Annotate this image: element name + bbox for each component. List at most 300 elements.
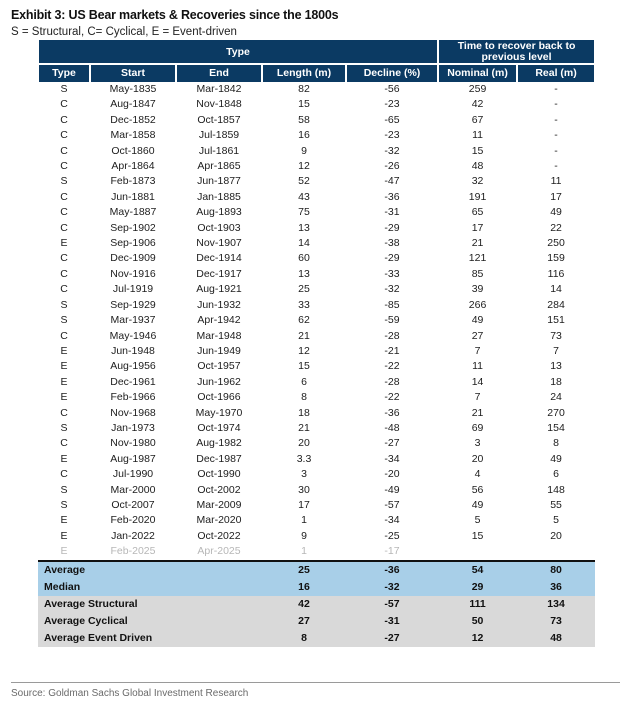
cell-decline: -23 (384, 129, 400, 142)
source-divider (11, 682, 620, 683)
cell-end: Nov-1848 (196, 98, 242, 111)
column-header-type[interactable]: Type (38, 64, 90, 82)
cell-end: Jun-1877 (197, 175, 241, 188)
table-row (38, 406, 595, 421)
cell-decline: -31 (384, 206, 400, 219)
cell-nominal: 3 (474, 437, 481, 450)
cell-real: 49 (550, 452, 562, 465)
cell-real: - (554, 144, 558, 157)
cell-length: 17 (298, 498, 310, 511)
cell-end: Aug-1921 (196, 283, 242, 296)
cell-end: Apr-1942 (197, 314, 241, 327)
cell-start: Mar-1858 (110, 129, 156, 142)
cell-start: Sep-1906 (110, 237, 156, 250)
summary-real: 36 (517, 579, 595, 596)
cell-type: E (60, 344, 68, 357)
table-row (38, 282, 595, 297)
cell-decline: -32 (384, 144, 400, 157)
summary-decline: -31 (346, 613, 438, 630)
cell-nominal (438, 544, 517, 560)
cell-end: Aug-1893 (196, 206, 242, 219)
column-header-real[interactable]: Real (m) (517, 64, 595, 82)
cell-end: Mar-1948 (196, 329, 242, 342)
cell-end: Jun-1949 (197, 344, 241, 357)
cell-end: Oct-1857 (197, 113, 241, 126)
cell-type: S (60, 498, 68, 511)
cell-end: Nov-1907 (196, 237, 242, 250)
cell-end: Jun-1962 (197, 375, 241, 388)
cell-type: C (60, 252, 68, 265)
cell-start: Dec-1909 (110, 252, 156, 265)
group-header-type-label: Type (226, 45, 250, 58)
cell-real: 18 (550, 375, 562, 388)
summary-nominal: 111 (438, 596, 517, 613)
cell-nominal: 39 (471, 283, 484, 296)
summary-decline: -32 (346, 579, 438, 596)
table-head (38, 40, 595, 82)
summary-label: Average Event Driven (38, 630, 262, 647)
cell-real: 159 (547, 252, 565, 265)
summary-label: Median (38, 579, 262, 596)
table-row (38, 498, 595, 513)
cell-start: Dec-1961 (110, 375, 156, 388)
cell-type: C (60, 267, 68, 280)
cell-type: C (60, 113, 68, 126)
table-column-header-row (38, 64, 595, 82)
cell-end: Dec-1914 (196, 252, 242, 265)
table-summary-row (38, 613, 595, 630)
cell-type: E (60, 237, 68, 250)
cell-end: Jun-1932 (197, 298, 241, 311)
cell-start: Aug-1847 (110, 98, 156, 111)
cell-length: 20 (298, 437, 310, 450)
cell-type: C (60, 437, 68, 450)
table-row (38, 251, 595, 266)
table-row (38, 298, 595, 313)
cell-length: 52 (298, 175, 310, 188)
cell-end: Dec-1917 (196, 267, 242, 280)
cell-start: Mar-1937 (110, 314, 156, 327)
table-row (38, 267, 595, 282)
cell-decline: -47 (384, 175, 400, 188)
cell-decline: -22 (384, 360, 400, 373)
cell-length: 9 (301, 529, 307, 542)
cell-type: S (60, 298, 68, 311)
cell-length: 1 (262, 544, 346, 560)
cell-type: C (60, 129, 68, 142)
cell-length: 33 (298, 298, 310, 311)
cell-length: 60 (298, 252, 310, 265)
table-row (38, 329, 595, 344)
cell-nominal: 191 (468, 190, 487, 203)
cell-length: 58 (298, 113, 310, 126)
summary-real: 73 (517, 613, 595, 630)
cell-length: 15 (298, 98, 310, 111)
table-row (38, 421, 595, 436)
cell-start: Aug-1987 (110, 452, 156, 465)
cell-type: C (60, 190, 68, 203)
cell-length: 16 (298, 129, 310, 142)
cell-type: C (60, 206, 68, 219)
cell-length: 3.3 (296, 452, 312, 465)
group-header-recovery-label: Time to recover back to previous level (457, 40, 576, 63)
cell-start: Oct-2007 (111, 498, 155, 511)
summary-length: 16 (262, 579, 346, 596)
group-header-type (38, 40, 438, 64)
cell-end: Oct-1957 (197, 360, 241, 373)
cell-length: 82 (298, 83, 310, 95)
cell-length: 13 (298, 221, 310, 234)
group-header-recovery (438, 40, 595, 64)
cell-real: - (554, 83, 558, 95)
table-row (38, 113, 595, 128)
cell-length: 14 (298, 237, 310, 250)
cell-length: 8 (301, 391, 307, 404)
cell-decline: -36 (384, 190, 400, 203)
cell-type: E (60, 375, 68, 388)
cell-start: Mar-2000 (110, 483, 156, 496)
cell-real: - (554, 129, 558, 142)
cell-type: E (60, 360, 68, 373)
cell-start: Sep-1929 (110, 298, 156, 311)
source-note: Source: Goldman Sachs Global Investment Research (11, 688, 249, 699)
cell-type: C (60, 144, 68, 157)
table-summary-row (38, 596, 595, 613)
table-summary-row (38, 579, 595, 596)
cell-nominal: 121 (468, 252, 487, 265)
cell-start: May-1887 (109, 206, 157, 219)
table-row (38, 159, 595, 174)
cell-nominal: 65 (471, 206, 484, 219)
cell-real: 284 (547, 298, 565, 311)
cell-nominal: 4 (474, 468, 481, 481)
summary-decline: -36 (346, 561, 438, 579)
summary-label: Average Structural (38, 596, 262, 613)
cell-real: 17 (550, 190, 562, 203)
cell-type: E (60, 529, 68, 542)
cell-length: 6 (301, 375, 307, 388)
cell-decline: -57 (384, 498, 400, 511)
cell-type: C (60, 406, 68, 419)
cell-nominal: 14 (471, 375, 484, 388)
cell-length: 9 (301, 144, 307, 157)
cell-decline: -32 (384, 283, 400, 296)
cell-decline: -28 (384, 375, 400, 388)
cell-end: Oct-1990 (197, 468, 241, 481)
summary-nominal: 54 (438, 561, 517, 579)
cell-decline: -25 (384, 529, 400, 542)
cell-decline: -65 (384, 113, 400, 126)
cell-decline: -49 (384, 483, 400, 496)
cell-nominal: 266 (468, 298, 487, 311)
cell-type: C (60, 283, 68, 296)
cell-length: 18 (298, 406, 310, 419)
cell-decline: -26 (384, 160, 400, 173)
table-row (38, 128, 595, 143)
cell-real: 7 (553, 344, 559, 357)
cell-length: 12 (298, 160, 310, 173)
cell-real: 148 (547, 483, 565, 496)
cell-type: C (60, 160, 68, 173)
cell-real: - (554, 160, 558, 173)
cell-start: Oct-1860 (111, 144, 155, 157)
cell-decline: -36 (384, 406, 400, 419)
cell-type: C (60, 329, 68, 342)
cell-start: Nov-1916 (110, 267, 156, 280)
summary-real: 48 (517, 630, 595, 647)
cell-length: 21 (298, 421, 310, 434)
cell-real: 14 (550, 283, 562, 296)
table-row (38, 313, 595, 328)
cell-start: Feb-2025 (90, 544, 176, 560)
cell-real: 6 (553, 468, 559, 481)
cell-type: E (60, 391, 68, 404)
cell-start: Feb-1966 (110, 391, 156, 404)
summary-decline: -27 (346, 630, 438, 647)
cell-length: 3 (301, 468, 307, 481)
bear-markets-table (37, 40, 596, 647)
cell-end: Jul-1859 (198, 129, 240, 142)
cell-nominal: 42 (471, 98, 484, 111)
cell-start: Aug-1956 (110, 360, 156, 373)
cell-end: Oct-2002 (197, 483, 241, 496)
cell-length: 1 (301, 514, 307, 527)
table-row (38, 221, 595, 236)
cell-start: Sep-1902 (110, 221, 156, 234)
cell-end: Jul-1861 (198, 144, 240, 157)
cell-real: - (554, 98, 558, 111)
cell-length: 30 (298, 483, 310, 496)
cell-nominal: 56 (471, 483, 484, 496)
cell-nominal: 21 (471, 406, 484, 419)
page-subtitle: S = Structural, C= Cyclical, E = Event-driven (11, 26, 237, 38)
table-row (38, 467, 595, 482)
cell-nominal: 259 (468, 83, 487, 95)
table-row (38, 205, 595, 220)
cell-nominal: 15 (471, 144, 484, 157)
cell-type: E (38, 544, 90, 560)
cell-real: 22 (550, 221, 562, 234)
cell-start: Jul-1919 (112, 283, 154, 296)
cell-real: 24 (550, 391, 562, 404)
summary-length: 25 (262, 561, 346, 579)
table-summary-row (38, 561, 595, 579)
cell-decline: -27 (384, 437, 400, 450)
cell-nominal: 49 (471, 314, 484, 327)
cell-start: Dec-1852 (110, 113, 156, 126)
column-header-length[interactable]: Length (m) (262, 64, 346, 82)
cell-real: 13 (550, 360, 562, 373)
cell-nominal: 15 (471, 529, 484, 542)
cell-end: May-1970 (195, 406, 243, 419)
table-row (38, 390, 595, 405)
summary-label: Average (38, 561, 262, 579)
table-row (38, 436, 595, 451)
cell-start: May-1946 (109, 329, 157, 342)
cell-decline: -48 (384, 421, 400, 434)
cell-nominal: 49 (471, 498, 484, 511)
table-row (38, 529, 595, 544)
cell-type: C (60, 98, 68, 111)
cell-nominal: 27 (471, 329, 484, 342)
cell-decline: -20 (384, 468, 400, 481)
cell-decline: -29 (384, 221, 400, 234)
table-row (38, 97, 595, 112)
cell-end: Oct-1974 (197, 421, 241, 434)
cell-length: 12 (298, 344, 310, 357)
cell-length: 75 (298, 206, 310, 219)
table-row (38, 483, 595, 498)
cell-end: Mar-1842 (196, 83, 242, 95)
cell-nominal: 48 (471, 160, 484, 173)
cell-start: May-1835 (109, 83, 157, 95)
bear-markets-table-container (37, 40, 594, 647)
cell-end: Oct-1966 (197, 391, 241, 404)
cell-end: Jan-1885 (197, 190, 241, 203)
cell-type: S (60, 175, 68, 188)
cell-nominal: 20 (471, 452, 484, 465)
table-summary-body (38, 561, 595, 647)
cell-real: 116 (547, 267, 565, 280)
cell-nominal: 17 (471, 221, 484, 234)
table-row (38, 344, 595, 359)
cell-nominal: 11 (472, 129, 483, 142)
summary-length: 8 (262, 630, 346, 647)
cell-length: 13 (298, 267, 310, 280)
summary-length: 27 (262, 613, 346, 630)
cell-decline: -29 (384, 252, 400, 265)
table-row (38, 190, 595, 205)
cell-real: 250 (547, 237, 565, 250)
cell-decline: -56 (384, 83, 400, 95)
cell-end: Mar-2020 (196, 514, 242, 527)
cell-start: Nov-1968 (110, 406, 156, 419)
cell-nominal: 7 (474, 391, 481, 404)
cell-real: 20 (550, 529, 562, 542)
cell-real: 8 (553, 437, 559, 450)
cell-length: 43 (298, 190, 310, 203)
cell-start: Jan-2022 (111, 529, 155, 542)
cell-real: 11 (550, 175, 562, 188)
cell-start: Feb-1873 (110, 175, 156, 188)
cell-start: Nov-1980 (110, 437, 156, 450)
cell-end: Aug-1982 (196, 437, 242, 450)
column-header-decline[interactable]: Decline (%) (346, 64, 438, 82)
table-row (38, 82, 595, 97)
cell-real (517, 544, 595, 560)
summary-label: Average Cyclical (38, 613, 262, 630)
cell-decline: -17 (346, 544, 438, 560)
cell-start: Apr-1864 (111, 160, 155, 173)
table-row (38, 452, 595, 467)
column-header-start[interactable]: Start (90, 64, 176, 82)
cell-nominal: 67 (471, 113, 484, 126)
cell-decline: -59 (384, 314, 400, 327)
table-row (38, 144, 595, 159)
summary-nominal: 29 (438, 579, 517, 596)
table-row (38, 359, 595, 374)
cell-type: C (60, 468, 68, 481)
cell-type: S (60, 83, 68, 95)
cell-real: 55 (550, 498, 562, 511)
cell-nominal: 11 (472, 360, 483, 373)
cell-decline: -22 (384, 391, 400, 404)
cell-decline: -33 (384, 267, 400, 280)
cell-start: Jul-1990 (112, 468, 154, 481)
page-title: Exhibit 3: US Bear markets & Recoveries since the 1800s (11, 8, 339, 22)
cell-end: Oct-1903 (197, 221, 241, 234)
cell-length: 62 (298, 314, 310, 327)
summary-decline: -57 (346, 596, 438, 613)
cell-length: 21 (298, 329, 310, 342)
cell-type: S (60, 421, 68, 434)
cell-real: 151 (547, 314, 565, 327)
cell-decline: -34 (384, 452, 400, 465)
summary-real: 134 (517, 596, 595, 613)
summary-nominal: 12 (438, 630, 517, 647)
cell-nominal: 5 (474, 514, 481, 527)
cell-nominal: 32 (471, 175, 484, 188)
table-row (38, 544, 595, 560)
summary-length: 42 (262, 596, 346, 613)
cell-real: 270 (547, 406, 565, 419)
summary-real: 80 (517, 561, 595, 579)
cell-end: Mar-2009 (196, 498, 242, 511)
cell-real: 154 (547, 421, 565, 434)
column-header-end[interactable]: End (176, 64, 262, 82)
cell-type: S (60, 314, 68, 327)
cell-real: 49 (550, 206, 562, 219)
table-row (38, 513, 595, 528)
cell-real: 73 (550, 329, 562, 342)
cell-decline: -85 (384, 298, 400, 311)
table-group-header-row (38, 40, 595, 64)
cell-type: C (60, 221, 68, 234)
cell-start: Jun-1881 (111, 190, 155, 203)
table-body (38, 82, 595, 561)
cell-real: 5 (553, 514, 559, 527)
cell-decline: -28 (384, 329, 400, 342)
cell-nominal: 7 (474, 344, 481, 357)
cell-end: Dec-1987 (196, 452, 242, 465)
cell-end: Oct-2022 (197, 529, 241, 542)
summary-nominal: 50 (438, 613, 517, 630)
cell-start: Jun-1948 (111, 344, 155, 357)
cell-end: Apr-2025 (176, 544, 262, 560)
cell-decline: -21 (384, 344, 400, 357)
cell-nominal: 85 (471, 267, 484, 280)
table-row (38, 174, 595, 189)
cell-decline: -23 (384, 98, 400, 111)
cell-start: Jan-1973 (111, 421, 155, 434)
cell-start: Feb-2020 (110, 514, 156, 527)
column-header-nominal[interactable]: Nominal (m) (438, 64, 517, 82)
cell-nominal: 69 (471, 421, 484, 434)
cell-nominal: 21 (471, 237, 484, 250)
table-row (38, 375, 595, 390)
table-summary-row (38, 630, 595, 647)
cell-end: Apr-1865 (197, 160, 241, 173)
cell-real: - (554, 113, 558, 126)
cell-type: E (60, 452, 68, 465)
cell-decline: -34 (384, 514, 400, 527)
cell-type: S (60, 483, 68, 496)
table-row (38, 236, 595, 251)
cell-decline: -38 (384, 237, 400, 250)
cell-length: 25 (298, 283, 310, 296)
cell-length: 15 (298, 360, 310, 373)
cell-type: E (60, 514, 68, 527)
